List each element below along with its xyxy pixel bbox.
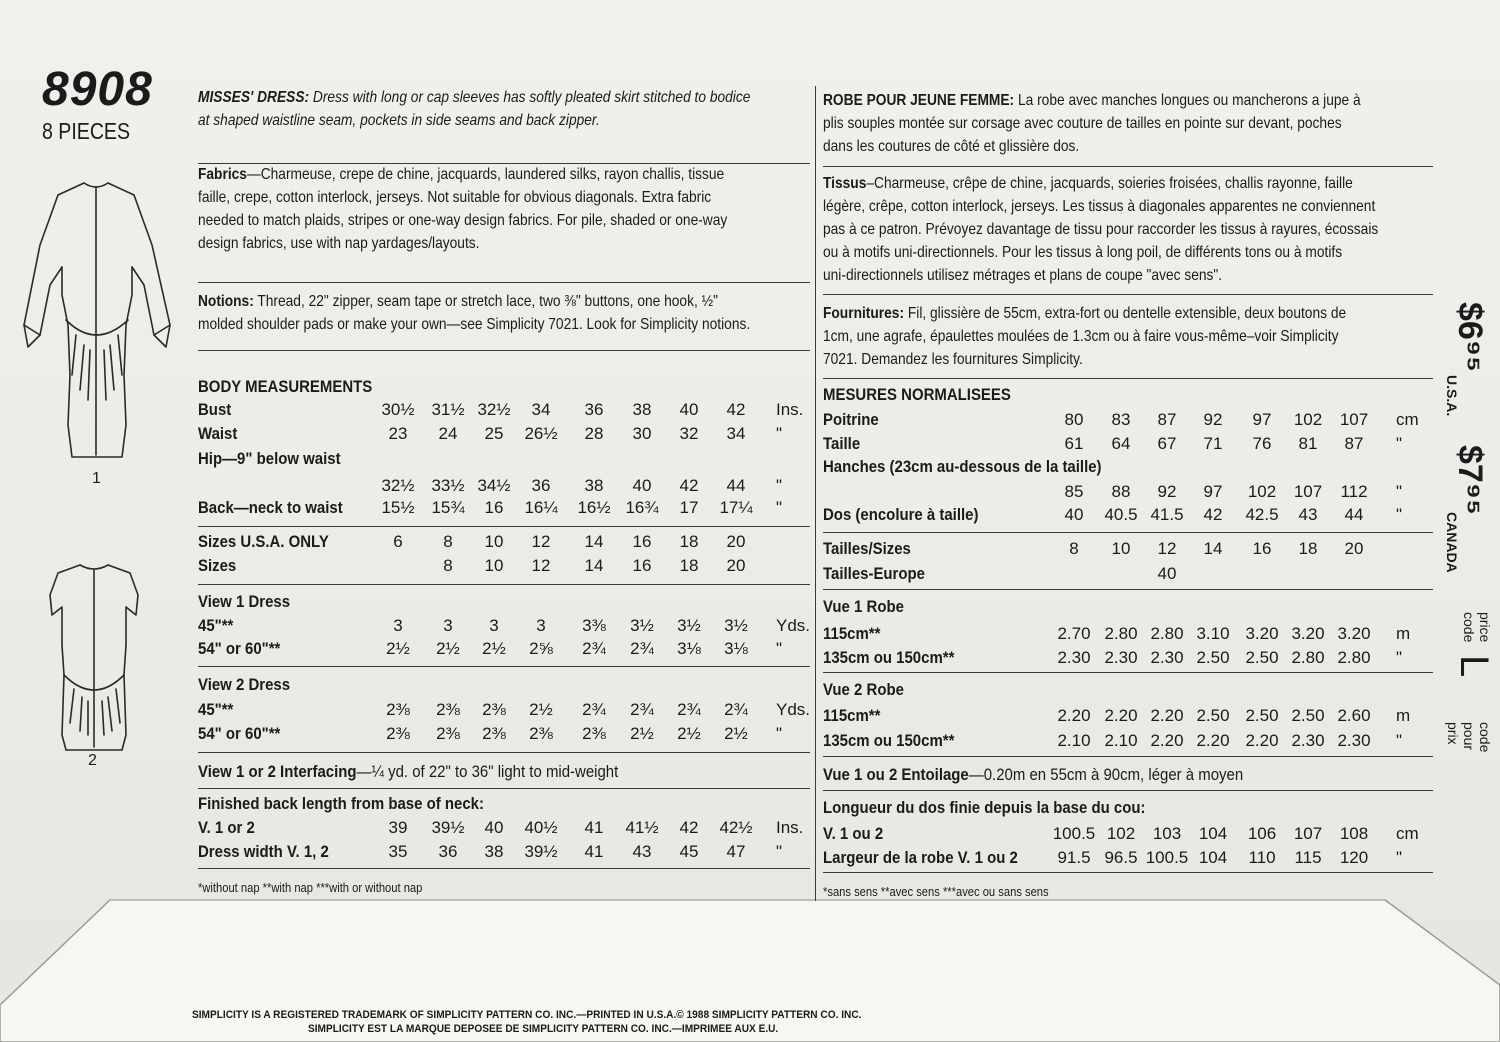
- row-label: Back—neck to waist: [198, 498, 343, 517]
- table-cell: 12: [1157, 539, 1177, 558]
- table-cell: 14: [584, 532, 604, 551]
- row-label: 115cm**: [823, 624, 881, 643]
- table-row: [198, 614, 810, 637]
- description-en: MISSES' DRESS: Dress with long or cap sleeves has softly pleated skirt stitched to bodice at shaped waistline seam, pockets in side seams and back zipper.: [198, 89, 751, 129]
- unit-cell: ": [776, 639, 783, 658]
- table-row: Vue 1 ou 2 Entoilage—0.20m en 55cm à 90cm, léger à moyen: [823, 765, 1244, 784]
- fabrics-en: Fabrics—Charmeuse, crepe de chine, jacquards, laundered silks, rayon challis, tissue faille, crepe, cotton interlock, jerseys. Not suitable for obvious diagonals. Extra fabric needed to match plaids, stripes or one-way design fabrics. For pile, shaded or one-way design fabrics, use with nap yardages/layouts.: [198, 166, 728, 252]
- table-cell: 39: [388, 818, 408, 837]
- table-cell: 88: [1111, 482, 1131, 501]
- trademark-line-2: SIMPLICITY EST LA MARQUE DEPOSEE DE SIMPLICITY PATTERN CO. INC.—IMPRIMEE AUX E.U.: [308, 1023, 779, 1035]
- table-row: [823, 503, 1433, 526]
- table-cell: 71: [1203, 434, 1223, 453]
- price-usa: $6⁹⁵: [1451, 302, 1489, 372]
- row-label: Tailles/Sizes: [823, 539, 911, 558]
- table-cell: 42½: [719, 818, 753, 837]
- table-cell: 8: [1069, 539, 1079, 558]
- table-cell: 20: [726, 532, 746, 551]
- table-cell: 2.20: [1245, 731, 1279, 750]
- view2-dress-drawing: [50, 565, 138, 750]
- table-cell: 31½: [431, 400, 465, 419]
- unit-cell: ": [1396, 505, 1403, 524]
- table-cell: 2⅜: [482, 700, 506, 719]
- unit-cell: Yds.: [776, 700, 811, 719]
- table-cell: 2.60: [1337, 706, 1371, 725]
- table-cell: 103: [1152, 824, 1182, 843]
- table-cell: 2.50: [1291, 706, 1325, 725]
- table-cell: 3.20: [1291, 624, 1325, 643]
- price-usa-label: U.S.A.: [1444, 375, 1460, 417]
- table-cell: 20: [726, 556, 746, 575]
- table-cell: 2¾: [630, 639, 654, 658]
- column-divider: [815, 86, 816, 901]
- row-label: 135cm ou 150cm**: [823, 731, 955, 750]
- table-cell: 36: [438, 842, 458, 861]
- french-column: [823, 86, 1433, 906]
- table-cell: 2½: [529, 700, 553, 719]
- table-row: Hip—9" below waist: [198, 449, 341, 468]
- table-cell: 104: [1198, 848, 1228, 867]
- table-cell: 2.20: [1057, 706, 1091, 725]
- table-cell: 15½: [381, 498, 415, 517]
- table-cell: 2⅜: [436, 700, 460, 719]
- table-row: BODY MEASUREMENTS: [198, 377, 373, 396]
- table-cell: 107: [1293, 482, 1323, 501]
- notions-fr: Fournitures: Fil, glissière de 55cm, extra-fort ou dentelle extensible, deux boutons de 1cm, une agrafe, épaulettes moulées de 1.3cm ou à faire vous-même–voir Simplicity 7021. Demandez les fournitures Simplicity.: [823, 305, 1347, 368]
- table-cell: 40: [679, 400, 699, 419]
- table-cell: 26½: [524, 424, 558, 443]
- row-label: Sizes: [198, 556, 237, 575]
- table-cell: 92: [1157, 482, 1177, 501]
- notions-en: Notions: Thread, 22" zipper, seam tape or stretch lace, two ⅜" buttons, one hook, ½" molded shoulder pads or make your own—see Simplicity 7021. Look for Simplicity notions.: [198, 293, 751, 333]
- description-fr: ROBE POUR JEUNE FEMME: La robe avec manches longues ou mancherons a jupe à plis souples montée sur corsage avec couture de tailles en pointe sur devant, poches dans les coutures de côté et glissière dos.: [823, 92, 1361, 155]
- table-row: View 1 or 2 Interfacing—¼ yd. of 22" to 36" light to mid-weight: [198, 762, 619, 781]
- table-cell: 28: [584, 424, 604, 443]
- row-label: 54" or 60"**: [198, 724, 281, 743]
- table-row: Hanches (23cm au-dessous de la taille): [823, 457, 1102, 476]
- table-cell: 2⅝: [529, 639, 553, 658]
- table-cell: 43: [1298, 505, 1318, 524]
- table-cell: 40: [1064, 505, 1084, 524]
- table-cell: 41½: [625, 818, 659, 837]
- row-label: 45"**: [198, 700, 234, 719]
- table-cell: 18: [679, 532, 699, 551]
- table-cell: 120: [1339, 848, 1369, 867]
- table-cell: 106: [1247, 824, 1277, 843]
- table-cell: 2.20: [1196, 731, 1230, 750]
- table-cell: 2.30: [1337, 731, 1371, 750]
- table-cell: 2.20: [1150, 731, 1184, 750]
- table-row: [198, 816, 810, 839]
- table-cell: 3: [393, 616, 403, 635]
- unit-cell: ": [776, 724, 783, 743]
- table-cell: 38: [584, 476, 604, 495]
- table-cell: 2½: [630, 724, 654, 743]
- table-cell: 100.5: [1052, 824, 1096, 843]
- table-cell: 2½: [386, 639, 410, 658]
- price-code-fr-3: prix: [1445, 722, 1461, 745]
- table-cell: 42: [1203, 505, 1223, 524]
- table-cell: 16: [484, 498, 504, 517]
- table-cell: 2.80: [1337, 648, 1371, 667]
- table-row: [198, 698, 810, 721]
- unit-cell: cm: [1396, 824, 1419, 843]
- table-cell: 2.20: [1150, 706, 1184, 725]
- table-cell: 2⅜: [482, 724, 506, 743]
- table-row: [823, 846, 1433, 869]
- english-column: [198, 86, 810, 906]
- unit-cell: ": [776, 842, 783, 861]
- table-cell: 112: [1340, 482, 1368, 501]
- table-cell: 12: [531, 556, 551, 575]
- table-cell: 3½: [724, 616, 748, 635]
- table-cell: 2.50: [1196, 706, 1230, 725]
- table-cell: 2.50: [1196, 648, 1230, 667]
- unit-cell: ": [776, 498, 783, 517]
- table-cell: 20: [1344, 539, 1364, 558]
- table-cell: 16: [632, 532, 652, 551]
- table-cell: 2.30: [1057, 648, 1091, 667]
- table-cell: 110: [1248, 848, 1276, 867]
- table-cell: 3: [489, 616, 499, 635]
- row-label: Bust: [198, 400, 232, 419]
- table-row: [198, 474, 810, 497]
- table-cell: 10: [484, 556, 504, 575]
- table-row: [823, 622, 1433, 645]
- table-row: View 1 Dress: [198, 592, 291, 611]
- view2-number: 2: [88, 752, 97, 769]
- table-cell: 3: [536, 616, 546, 635]
- unit-cell: Yds.: [776, 616, 811, 635]
- table-cell: 18: [679, 556, 699, 575]
- table-cell: 10: [484, 532, 504, 551]
- table-cell: 45: [679, 842, 699, 861]
- table-row: [823, 562, 1433, 585]
- footnote-fr: *sans sens **avec sens ***avec ou sans sens: [823, 884, 1049, 899]
- table-cell: 3⅛: [724, 639, 748, 658]
- table-cell: 3½: [630, 616, 654, 635]
- table-cell: 38: [484, 842, 504, 861]
- row-label: Tailles-Europe: [823, 564, 925, 583]
- unit-cell: ": [1396, 648, 1403, 667]
- table-cell: 61: [1064, 434, 1084, 453]
- table-cell: 108: [1339, 824, 1369, 843]
- table-cell: 102: [1293, 410, 1323, 429]
- table-cell: 23: [388, 424, 408, 443]
- row-label: 115cm**: [823, 706, 881, 725]
- unit-cell: ": [1396, 731, 1403, 750]
- table-cell: 3.20: [1337, 624, 1371, 643]
- table-row: [198, 722, 810, 745]
- table-row: [198, 530, 810, 553]
- table-row: Finished back length from base of neck:: [198, 794, 484, 813]
- table-row: [198, 398, 810, 421]
- table-cell: 43: [632, 842, 652, 861]
- table-cell: 33½: [431, 476, 465, 495]
- table-cell: 100.5: [1145, 848, 1189, 867]
- table-cell: 24: [438, 424, 458, 443]
- table-cell: 16¼: [524, 498, 558, 517]
- row-label: Dos (encolure à taille): [823, 505, 979, 524]
- row-label: Taille: [823, 434, 861, 453]
- table-cell: 42: [679, 818, 699, 837]
- table-cell: 2⅜: [582, 724, 606, 743]
- unit-cell: ": [1396, 482, 1403, 501]
- table-cell: 2¾: [630, 700, 654, 719]
- table-cell: 97: [1252, 410, 1272, 429]
- unit-cell: m: [1396, 624, 1411, 643]
- table-cell: 41.5: [1150, 505, 1184, 524]
- unit-cell: ": [1396, 434, 1403, 453]
- row-label: Largeur de la robe V. 1 ou 2: [823, 848, 1018, 867]
- view1-dress-drawing: [24, 183, 170, 457]
- table-cell: 18: [1298, 539, 1318, 558]
- table-cell: 25: [484, 424, 504, 443]
- pieces-count: 8 PIECES: [42, 118, 131, 144]
- table-cell: 2.70: [1057, 624, 1091, 643]
- title-fr: ROBE POUR JEUNE FEMME:: [823, 92, 1015, 109]
- table-cell: 8: [443, 532, 453, 551]
- unit-cell: m: [1396, 706, 1411, 725]
- table-cell: 2¾: [724, 700, 748, 719]
- table-cell: 42: [679, 476, 699, 495]
- table-cell: 76: [1252, 434, 1272, 453]
- row-label: Waist: [198, 424, 238, 443]
- table-cell: 16: [632, 556, 652, 575]
- table-cell: 41: [584, 842, 604, 861]
- table-cell: 107: [1293, 824, 1323, 843]
- price-code-label-2: code: [1461, 612, 1477, 643]
- title-en: MISSES' DRESS:: [198, 89, 310, 106]
- table-cell: 3: [443, 616, 453, 635]
- table-cell: 2¾: [677, 700, 701, 719]
- table-cell: 104: [1198, 824, 1228, 843]
- table-cell: 32½: [477, 400, 511, 419]
- table-cell: 6: [393, 532, 403, 551]
- table-cell: 2⅜: [386, 724, 410, 743]
- table-cell: 96.5: [1104, 848, 1138, 867]
- table-cell: 115: [1294, 848, 1322, 867]
- table-cell: 34: [531, 400, 551, 419]
- table-cell: 2½: [677, 724, 701, 743]
- table-row: [823, 822, 1433, 845]
- table-cell: 44: [726, 476, 746, 495]
- table-cell: 8: [443, 556, 453, 575]
- table-row: [823, 646, 1433, 669]
- table-cell: 107: [1339, 410, 1369, 429]
- table-cell: 80: [1064, 410, 1084, 429]
- table-row: [823, 704, 1433, 727]
- table-cell: 2.80: [1104, 624, 1138, 643]
- table-cell: 87: [1344, 434, 1364, 453]
- table-row: Vue 1 Robe: [823, 597, 904, 616]
- table-cell: 92: [1203, 410, 1223, 429]
- price-code-fr-2: pour: [1461, 722, 1477, 751]
- table-cell: 2.10: [1057, 731, 1091, 750]
- row-label: 135cm ou 150cm**: [823, 648, 955, 667]
- row-label: V. 1 ou 2: [823, 824, 884, 843]
- table-cell: 2.50: [1245, 706, 1279, 725]
- row-label: Poitrine: [823, 410, 879, 429]
- table-row: Longueur du dos finie depuis la base du cou:: [823, 798, 1146, 817]
- table-cell: 40: [632, 476, 652, 495]
- table-cell: 102: [1247, 482, 1277, 501]
- table-cell: 16½: [577, 498, 611, 517]
- table-row: [198, 422, 810, 445]
- table-cell: 64: [1111, 434, 1131, 453]
- table-row: [198, 496, 810, 519]
- table-cell: 42: [726, 400, 746, 419]
- table-cell: 2¾: [582, 700, 606, 719]
- table-cell: 17¼: [719, 498, 753, 517]
- unit-cell: Ins.: [776, 400, 804, 419]
- table-cell: 32½: [381, 476, 415, 495]
- table-cell: 3½: [677, 616, 701, 635]
- table-cell: 40½: [524, 818, 558, 837]
- table-cell: 2.10: [1104, 731, 1138, 750]
- table-cell: 2⅜: [529, 724, 553, 743]
- table-cell: 36: [531, 476, 551, 495]
- table-cell: 2¾: [582, 639, 606, 658]
- table-cell: 16: [1252, 539, 1272, 558]
- unit-cell: ": [776, 424, 783, 443]
- price-canada: $7⁹⁵: [1451, 445, 1489, 515]
- price-code-fr-1: code: [1477, 722, 1493, 753]
- price-code: L: [1452, 655, 1496, 678]
- table-row: [198, 637, 810, 660]
- table-cell: 2.50: [1245, 648, 1279, 667]
- trademark-line-1: SIMPLICITY IS A REGISTERED TRADEMARK OF SIMPLICITY PATTERN CO. INC.—PRINTED IN U.S.A.© 1988 SIMPLICITY PATTERN CO. INC.: [192, 1009, 862, 1021]
- table-cell: 2.20: [1104, 706, 1138, 725]
- table-row: [823, 537, 1433, 560]
- table-cell: 3⅛: [677, 639, 701, 658]
- table-cell: 2.30: [1104, 648, 1138, 667]
- row-label: Sizes U.S.A. ONLY: [198, 532, 329, 551]
- table-cell: 34: [726, 424, 746, 443]
- view1-number: 1: [92, 470, 101, 487]
- table-row: [823, 480, 1433, 503]
- table-cell: 2½: [482, 639, 506, 658]
- table-cell: 81: [1298, 434, 1318, 453]
- unit-cell: ": [776, 476, 783, 495]
- table-row: [823, 408, 1433, 431]
- footnote-en: *without nap **with nap ***with or without nap: [198, 880, 423, 895]
- table-cell: 38: [632, 400, 652, 419]
- table-cell: 35: [388, 842, 408, 861]
- table-row: MESURES NORMALISEES: [823, 385, 1011, 404]
- table-cell: 47: [726, 842, 746, 861]
- table-cell: 17: [679, 498, 699, 517]
- table-row: [198, 840, 810, 863]
- table-cell: 14: [1203, 539, 1223, 558]
- table-cell: 2.80: [1150, 624, 1184, 643]
- row-label: 54" or 60"**: [198, 639, 281, 658]
- unit-cell: Ins.: [776, 818, 804, 837]
- table-cell: 102: [1106, 824, 1136, 843]
- table-cell: 2.30: [1150, 648, 1184, 667]
- table-cell: 85: [1064, 482, 1084, 501]
- table-row: [198, 554, 810, 577]
- table-cell: 87: [1157, 410, 1177, 429]
- pattern-number: 8908: [42, 63, 153, 116]
- table-cell: 3.10: [1196, 624, 1230, 643]
- table-cell: 91.5: [1057, 848, 1091, 867]
- table-cell: 2⅜: [386, 700, 410, 719]
- table-cell: 41: [584, 818, 604, 837]
- table-row: View 2 Dress: [198, 675, 291, 694]
- table-cell: 36: [584, 400, 604, 419]
- price-canada-label: CANADA: [1444, 512, 1460, 573]
- table-cell: 97: [1203, 482, 1223, 501]
- table-cell: 16¾: [625, 498, 659, 517]
- unit-cell: ": [1396, 848, 1403, 867]
- price-code-label: price: [1477, 612, 1493, 643]
- table-cell: 2½: [724, 724, 748, 743]
- table-row: [823, 432, 1433, 455]
- table-cell: 10: [1111, 539, 1131, 558]
- table-cell: 3.20: [1245, 624, 1279, 643]
- table-cell: 40: [484, 818, 504, 837]
- table-row: Vue 2 Robe: [823, 680, 904, 699]
- row-label: V. 1 or 2: [198, 818, 255, 837]
- table-cell: 14: [584, 556, 604, 575]
- table-cell: 34½: [477, 476, 511, 495]
- table-cell: 2.30: [1291, 731, 1325, 750]
- table-cell: 12: [531, 532, 551, 551]
- table-cell: 2½: [436, 639, 460, 658]
- table-cell: 67: [1157, 434, 1177, 453]
- unit-cell: cm: [1396, 410, 1419, 429]
- table-cell: 2.80: [1291, 648, 1325, 667]
- table-row: [823, 729, 1433, 752]
- table-cell: 44: [1344, 505, 1364, 524]
- table-cell: 40.5: [1104, 505, 1138, 524]
- table-cell: 42.5: [1245, 505, 1279, 524]
- table-cell: 40: [1157, 564, 1177, 583]
- table-cell: 2⅜: [436, 724, 460, 743]
- table-cell: 30½: [381, 400, 415, 419]
- table-cell: 83: [1111, 410, 1131, 429]
- table-cell: 39½: [431, 818, 465, 837]
- row-label: 45"**: [198, 616, 234, 635]
- table-cell: 32: [679, 424, 699, 443]
- row-label: Dress width V. 1, 2: [198, 842, 329, 861]
- table-cell: 15¾: [431, 498, 465, 517]
- table-cell: 3⅜: [582, 616, 606, 635]
- table-cell: 30: [632, 424, 652, 443]
- table-cell: 39½: [524, 842, 558, 861]
- fabrics-fr: Tissus–Charmeuse, crêpe de chine, jacquards, soieries froisées, challis rayonne, faille légère, crêpe, cotton interlock, jerseys. Les tissus à diagonales apparentes ne conviennent pas à ce patron. Prévoyez davantage de tissu pour raccorder les tissus à rayures, écossais ou à motifs uni-directionnels. Pour les tissus à long poil, de différents tons ou à motifs uni-directionnels utilisez métrages et plans de coupe "avec sens".: [823, 175, 1379, 284]
